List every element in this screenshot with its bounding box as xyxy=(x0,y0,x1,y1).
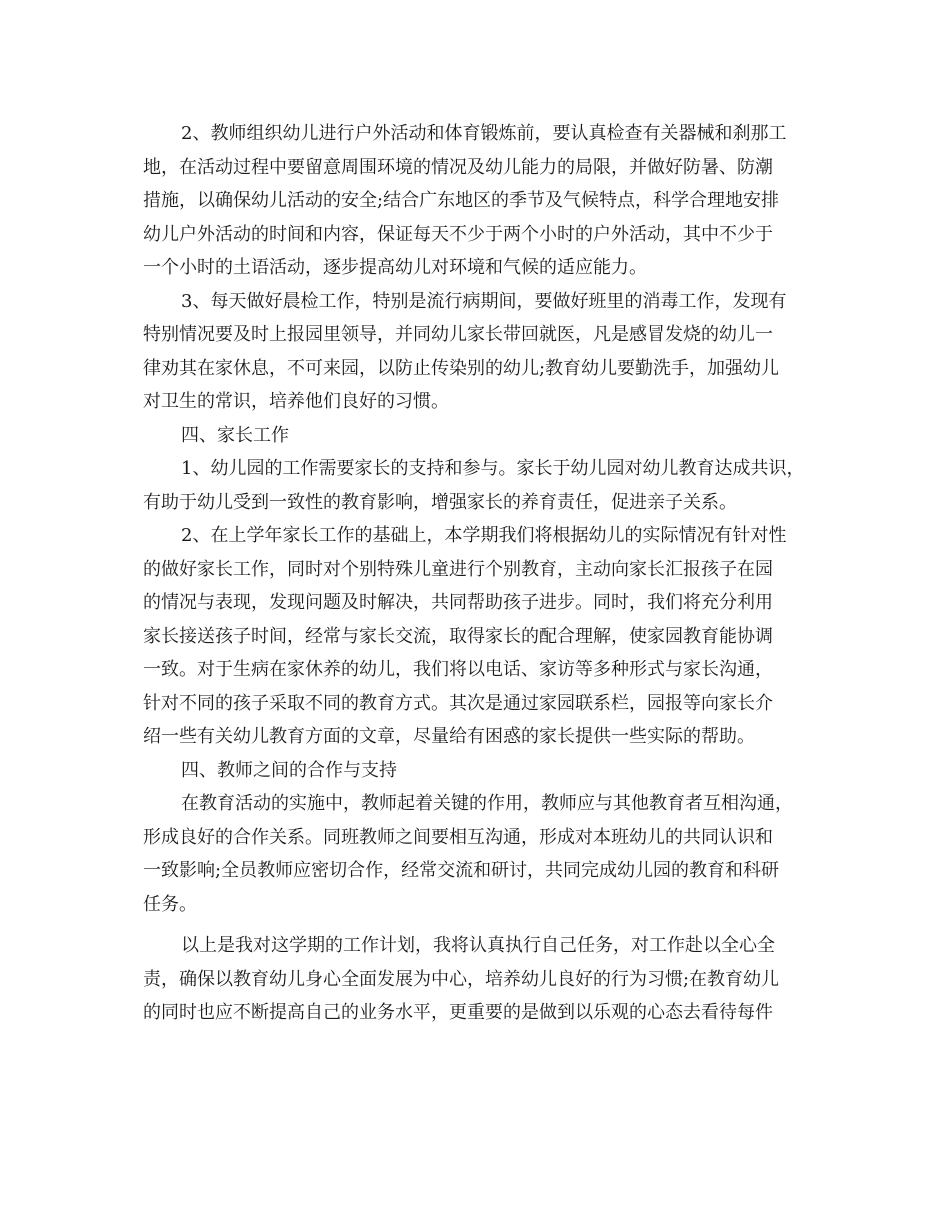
text-line: 任务。 xyxy=(143,893,197,915)
text-line: 措施，以确保幼儿活动的安全;结合广东地区的季节及气候特点，科学合理地安排 xyxy=(143,190,780,211)
text-line: 在教育活动的实施中，教师起着关键的作用，教师应与其他教育者互相沟通， xyxy=(181,793,793,814)
text-line: 幼儿户外活动的时间和内容，保证每天不少于两个小时的户外活动，其中不少于 xyxy=(143,223,773,245)
text-line: 律劝其在家休息，不可来园，以防止传染别的幼儿;教育幼儿要勤洗手，加强幼儿 xyxy=(143,357,780,379)
text-line: 一个小时的土语活动，逐步提高幼儿对环境和气候的适应能力。 xyxy=(143,257,647,278)
text-line: 特别情况要及时上报园里领导，并同幼儿家长带回就医，凡是感冒发烧的幼儿一 xyxy=(143,324,773,345)
text-line: 2、在上学年家长工作的基础上，本学期我们将根据幼儿的实际情况有针对性 xyxy=(181,525,787,546)
text-line: 家长接送孩子时间，经常与家长交流，取得家长的配合理解，使家园教育能协调 xyxy=(143,625,773,647)
text-line: 责，确保以教育幼儿身心全面发展为中心，培养幼儿良好的行为习惯;在教育幼儿 xyxy=(143,968,780,990)
text-line: 的做好家长工作，同时对个别特殊儿童进行个别教育，主动向家长汇报孩子在园 xyxy=(143,558,773,580)
text-line: 的情况与表现，发现问题及时解决，共同帮助孩子进步。同时，我们将充分利用 xyxy=(143,592,773,613)
text-line: 绍一些有关幼儿教育方面的文章，尽量给有困惑的家长提供一些实际的帮助。 xyxy=(143,726,755,747)
text-line: 3、每天做好晨检工作，特别是流行病期间，要做好班里的消毒工作，发现有 xyxy=(181,290,787,312)
text-line: 一致影响;全员教师应密切合作，经常交流和研讨，共同完成幼儿园的教育和科研 xyxy=(143,860,780,881)
text-line: 形成良好的合作关系。同班教师之间要相互沟通，形成对本班幼儿的共同认识和 xyxy=(143,826,773,848)
text-line: 2、教师组织幼儿进行户外活动和体育锻炼前，要认真检查有关器械和刹那工 xyxy=(181,123,787,144)
text-line: 以上是我对这学期的工作计划，我将认真执行自己任务，对工作赴以全心全 xyxy=(181,935,775,956)
text-line: 地，在活动过程中要留意周围环境的情况及幼儿能力的局限，并做好防暑、防潮 xyxy=(143,156,773,178)
text-line: 四、教师之间的合作与支持 xyxy=(181,759,397,781)
text-line: 一致。对于生病在家休养的幼儿，我们将以电话、家访等多种形式与家长沟通， xyxy=(143,659,773,680)
text-line: 的同时也应不断提高自己的业务水平，更重要的是做到以乐观的心态去看待每件 xyxy=(143,1002,773,1023)
document-body xyxy=(143,117,813,1030)
text-line: 有助于幼儿受到一致性的教育影响，增强家长的养育责任，促进亲子关系。 xyxy=(143,491,737,513)
text-line: 1、幼儿园的工作需要家长的支持和参与。家长于幼儿园对幼儿教育达成共识， xyxy=(181,458,805,479)
text-line: 四、家长工作 xyxy=(181,424,289,446)
text-line: 针对不同的孩子采取不同的教育方式。其次是通过家园联系栏，园报等向家长介 xyxy=(143,692,773,714)
paragraph-gap xyxy=(143,921,813,929)
text-line: 对卫生的常识，培养他们良好的习惯。 xyxy=(143,391,449,412)
